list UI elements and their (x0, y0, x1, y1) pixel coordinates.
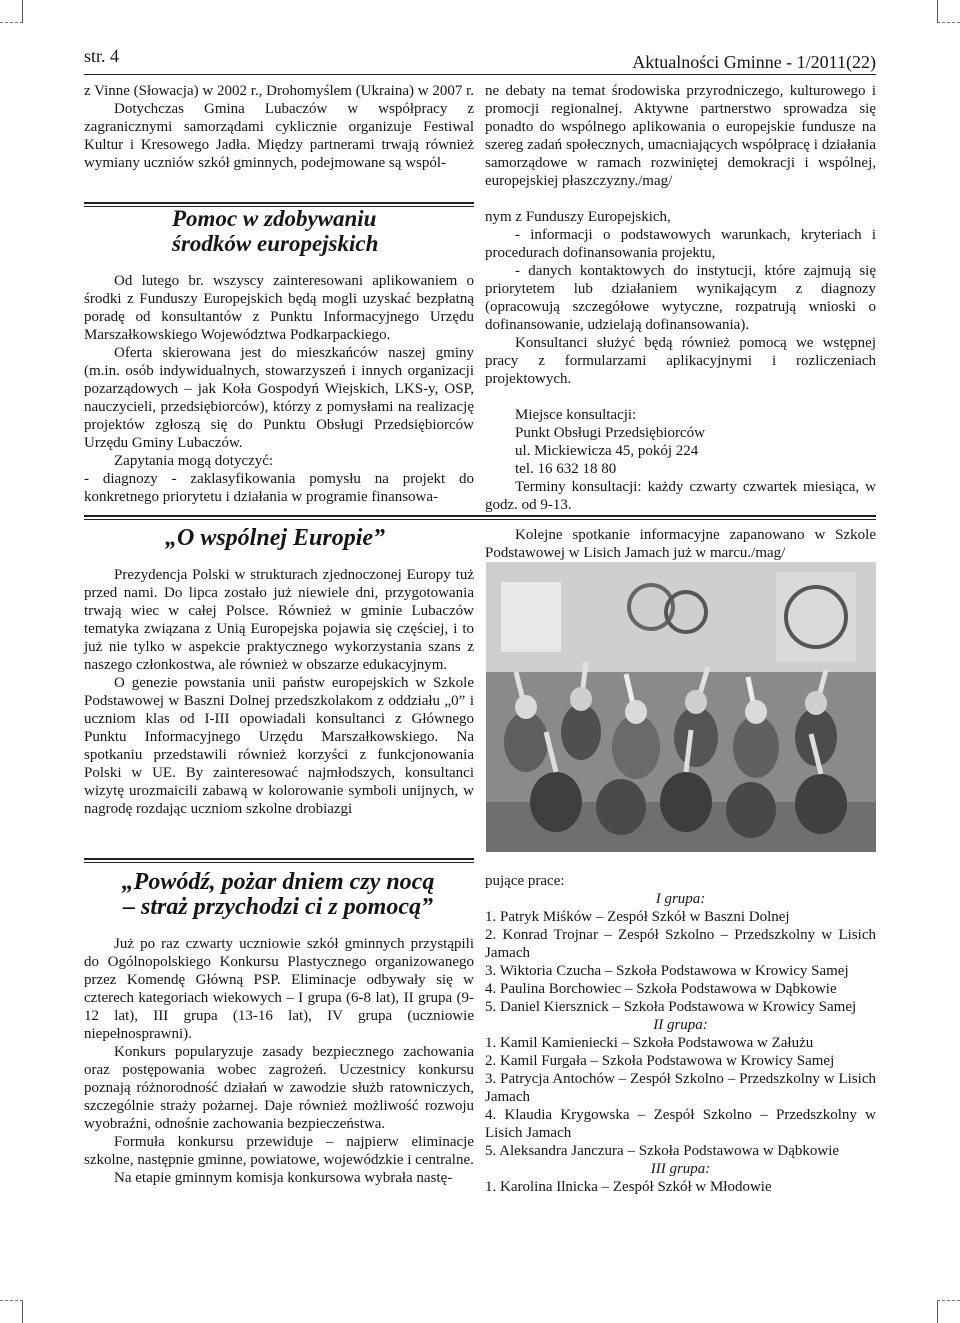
group-heading: III grupa: (650, 1161, 711, 1177)
photo-illustration (486, 562, 876, 852)
group-heading: II grupa: (653, 1017, 708, 1033)
paragraph: Oferta skierowana jest do mieszkańców naszej gminy (m.in. osób indywidualnych, stowarzyszeń i innych organizacji pozarządowych – jak Koła Gospodyń Wiejskich, LKS-y, OSP, nauczycieli, przedsiębiorców), którzy z pomysłami na realizację projektów zgłoszą się do Punktu Obsługi Przedsiębiorców Urzędu Gminy Lubaczów. (84, 345, 474, 451)
winner-item: 3. Wiktoria Czucha – Szkoła Podstawowa w Krowicy Samej (485, 963, 849, 979)
section-separator (84, 202, 474, 204)
paragraph: Kolejne spotkanie informacyjne zapanowano w Szkole Podstawowej w Lisich Jamach już w marcu./mag/ (485, 527, 876, 561)
winner-item: 1. Patryk Miśków – Zespół Szkół w Baszni Dolnej (485, 909, 790, 925)
headline-line: – straż przychodzi ci z pomocą” (122, 894, 433, 920)
consultation-address (485, 406, 876, 478)
paragraph: Już po raz czwarty uczniowie szkół gminnych przystąpili do Ogólnopolskiego Konkursu Plastycznego organizowanego przez Komendę Główną PSP. Eliminacje odbywały się w czterech kategoriach wiekowych – I grupa (6-8 lat), II grupa (9-12 lat), III grupa (13-16 lat), IV grupa (uczniowie niepełnosprawni). (84, 936, 474, 1042)
consultation-hours: Terminy konsultacji: każdy czwarty czwartek miesiąca, w godz. od 9-13. (485, 479, 876, 513)
paragraph: Na etapie gminnym komisja konkursowa wybrała nastę- (114, 1170, 453, 1186)
article2-left-column (84, 566, 474, 818)
headline-line: „Powódź, pożar dniem czy nocą (121, 869, 435, 895)
paragraph: - informacji o podstawowych warunkach, kryteriach i procedurach dofinansowania projektu, (485, 227, 876, 261)
paragraph: O genezie powstania unii państw europejskich w Szkole Podstawowej w Baszni Dolnej przedszkolakom z oddziału „0” i uczniom klas od I-III opowiadali konsultanci z Głównego Punktu Informacyjnego Urzędu Marszałkowskiego. Na spotkaniu przedstawili również korzyści z funkcjonowania Polski w UE. By zainteresować najmłodszych, konsultanci wizytę urozmaicili zabawą w kolorowanie symboli unijnych, w nagrodę rozdając uczniom szkolne drobiazgi (84, 675, 474, 817)
crop-mark (0, 1300, 23, 1323)
article-headline (172, 206, 378, 256)
paragraph: - diagnozy - zaklasyfikowania pomysłu na projekt do konkretnego priorytetu i działania w programie finansowa- (84, 471, 474, 505)
winner-item: 3. Patrycja Antochów – Zespół Szkolno – Przedszkolny w Lisich Jamach (485, 1071, 876, 1105)
paragraph: Zapytania mogą dotyczyć: (114, 453, 274, 469)
intro-right-column (485, 82, 876, 190)
address-place: Punkt Obsługi Przedsiębiorców (515, 425, 705, 441)
crop-mark (0, 0, 23, 23)
page-number: str. 4 (84, 46, 120, 66)
article-headline (165, 526, 385, 551)
header-rule (84, 74, 876, 75)
winner-item: 4. Klaudia Krygowska – Zespół Szkolno – Przedszkolny w Lisich Jamach (485, 1107, 876, 1141)
winner-item: 5. Daniel Kiersznick – Szkoła Podstawowa w Krowicy Samej (485, 999, 857, 1015)
headline-line: „O wspólnej Europie” (165, 525, 386, 551)
article3-right-column (485, 872, 876, 1196)
winner-item: 4. Paulina Borchowiec – Szkoła Podstawowa w Dąbkowie (485, 981, 837, 997)
section-separator (84, 858, 474, 860)
address-phone: tel. 16 632 18 80 (515, 461, 617, 477)
paragraph: Prezydencja Polski w strukturach zjednoczonej Europy tuż przed nami. Do lipca zostało już niewiele dni, przygotowania trwają wiec w całej Polsce. Również w gminie Lubaczów tematyka związana z Unią Europejska pojawia się częściej, i to już nie tylko w aspekcie praktycznego wykorzystania szans z naszego członkostwa, ale również w obszarze edukacyjnym. (84, 567, 474, 673)
paragraph: - danych kontaktowych do instytucji, które zajmują się priorytetem lub działaniem wynikającym z diagnozy (opracowują szczegółowe wytyczne, rozpatrują wnioski o dofinansowanie, udzielają dofinansowania). (485, 263, 876, 333)
crop-mark (937, 0, 960, 23)
group-heading: I grupa: (655, 891, 706, 907)
crop-mark (937, 1300, 960, 1323)
paragraph: Konsultanci służyć będą również pomocą we wstępnej pracy z formularzami aplikacyjnymi i rozliczeniach projektowych. (485, 335, 876, 387)
article2-right-column (485, 526, 876, 562)
winner-item: 1. Kamil Kamieniecki – Szkoła Podstawowa w Załużu (485, 1035, 814, 1051)
winner-item: 1. Karolina Ilnicka – Zespół Szkół w Młodowie (485, 1179, 772, 1195)
page-header (84, 46, 876, 72)
section-separator (84, 515, 876, 517)
article-headline (118, 870, 438, 920)
paragraph: Dotychczas Gmina Lubaczów w współpracy z zagranicznymi samorządami cyklicznie organizuje Festiwal Kultur i Kresowego Jadła. Między partnerami trwają również wymiany uczniów szkół gminnych, podejmowane są wspól- (84, 101, 474, 171)
classroom-photo (486, 562, 876, 852)
article1-left-column (84, 272, 474, 506)
paragraph: nym z Funduszy Europejskich, (485, 209, 671, 225)
article3-left-column (84, 935, 474, 1187)
winner-item: 5. Aleksandra Janczura – Szkoła Podstawowa w Dąbkowie (485, 1143, 840, 1159)
headline-line: środków europejskich (172, 231, 379, 256)
intro-left-column (84, 82, 474, 172)
address-street: ul. Mickiewicza 45, pokój 224 (515, 443, 699, 459)
publication-title: Aktualności Gminne - 1/2011(22) (632, 52, 876, 72)
winner-item: 2. Konrad Trojnar – Zespół Szkolno – Przedszkolny w Lisich Jamach (485, 927, 876, 961)
paragraph: Formuła konkursu przewiduje – najpierw eliminacje szkolne, następnie gminne, powiatowe, wojewódzkie i centralne. (84, 1134, 474, 1168)
winner-item: 2. Kamil Furgała – Szkoła Podstawowa w Krowicy Samej (485, 1053, 835, 1069)
paragraph: ne debaty na temat środowiska przyrodniczego, kulturowego i promocji regionalnej. Aktywne partnerstwo sprowadza się ponadto do wspólnego aplikowania o europejskie fundusze na szereg zadań społecznych, umacniających współpracę i działania samorządowe w ramach rozwiniętej demokracji i wspólnej, europejskiej płaszczyzny./mag/ (485, 83, 876, 189)
paragraph: pujące prace: (485, 873, 565, 889)
paragraph: z Vinne (Słowacja) w 2002 r., Drohomyślem (Ukraina) w 2007 r. (84, 83, 474, 99)
headline-line: Pomoc w zdobywaniu (172, 206, 377, 231)
article1-right-column (485, 208, 876, 514)
paragraph: Konkurs popularyzuje zasady bezpiecznego zachowania oraz postępowania wobec zagrożeń. Uczestnicy konkursu poznają różnorodność działań w zawodzie służb ratowniczych, szczególnie straży pożarnej. Daje również możliwość rozwoju wyobraźni, odnośnie zachowania bezpieczeństwa. (84, 1044, 474, 1132)
address-label: Miejsce konsultacji: (515, 407, 637, 423)
paragraph: Od lutego br. wszyscy zainteresowani aplikowaniem o środki z Funduszy Europejskich będą mogli uzyskać bezpłatną poradę od konsultantów z Punktu Informacyjnego Urzędu Marszałkowskiego Województwa Podkarpackiego. (84, 273, 474, 343)
